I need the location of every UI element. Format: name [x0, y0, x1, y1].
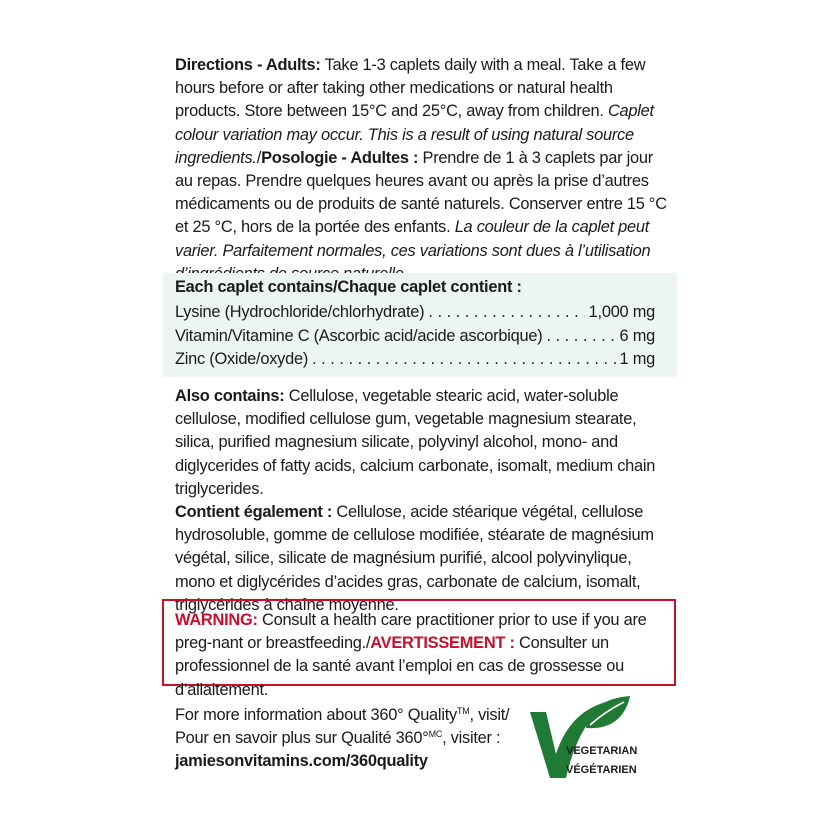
- composition-panel: [163, 273, 677, 377]
- leader-dots: [546, 327, 615, 346]
- warning-fr-heading: AVERTISSEMENT :: [370, 634, 515, 653]
- vegetarian-label-fr: VÉGÉTARIEN: [566, 764, 637, 776]
- also-contains-en-heading: Also contains:: [175, 387, 285, 405]
- warning-en-heading: WARNING:: [175, 611, 258, 629]
- directions-en-text: Take 1-3 caplets daily with a meal. Take a few hours before or after taking other medications or natural health products. Store between 15°C and 25°C, away from children.: [175, 56, 646, 121]
- directions-paragraph: [175, 54, 675, 286]
- directions-en-heading: Directions - Adults:: [175, 56, 321, 74]
- other-ingredients: [175, 385, 675, 617]
- quality-url-link[interactable]: jamiesonvitamins.com/360quality: [175, 752, 428, 771]
- vegetarian-logo: [526, 694, 656, 784]
- also-contains-fr-text: Cellulose, acide stéarique végétal, cellulose hydrosoluble, gomme de cellulose modifiée, stéarate de magnésium végétal, silice, silicate de magnésium purifié, alcool polyvinylique, mono et diglycérides d’acides gras, carbonate de calcium, isomalt, triglycérides à chaîne moyenne.: [175, 503, 654, 614]
- warning-separator: /: [365, 634, 371, 653]
- vegetarian-label-en: VEGETARIAN: [566, 745, 638, 757]
- ingredient-amount: 6 mg: [619, 327, 655, 345]
- ingredient-name: Lysine (Hydrochloride/chlorhydrate): [175, 303, 425, 321]
- ingredient-row: [175, 350, 655, 369]
- also-contains-fr-heading: Contient également :: [175, 503, 333, 522]
- ingredient-amount: 1 mg: [619, 350, 655, 368]
- warning-fr-text: Consulter un professionnel de la santé avant l’emploi en cas de grossesse ou d’allaitement.: [175, 634, 624, 699]
- ingredient-row: [175, 303, 655, 322]
- info-line1-b: , visit/: [469, 706, 510, 724]
- composition-heading: Each caplet contains/Chaque caplet contient :: [175, 278, 522, 296]
- ingredient-row: [175, 327, 655, 346]
- leader-dots: [312, 350, 616, 369]
- directions-fr-note: La couleur de la caplet peut varier. Parfaitement normales, ces variations sont dues à l’utilisation: [175, 218, 651, 260]
- directions-fr-heading: Posologie - Adultes :: [261, 148, 419, 167]
- also-contains-en: [175, 385, 675, 501]
- marque-sup: MC: [428, 729, 443, 740]
- info-line2-a: Pour en savoir plus sur Qualité 360°: [175, 729, 429, 748]
- directions-fr-text: Prendre de 1 à 3 caplets par jour au repas. Prendre quelques heures avant ou après la prise d’autres médicaments ou de produits de santé naturels. Conserver entre 15 °C et 25 °C, hors de la portée des enfants.: [175, 148, 667, 237]
- info-line1-a: For more information about 360° Quality: [175, 706, 457, 724]
- warning-box: [162, 599, 676, 699]
- info-line2-b: , visiter :: [442, 729, 501, 748]
- directions-separator: /: [256, 148, 262, 167]
- ingredient-amount: 1,000 mg: [588, 303, 655, 321]
- also-contains-en-text: Cellulose, vegetable stearic acid, water-soluble cellulose, modified cellulose gum, vegetable magnesium stearate, silica, purified magnesium silicate, polyvinyl alcohol, mono- and diglycerides of fatty acids, calcium carbonate, isomalt, medium chain triglycerides.: [175, 387, 656, 498]
- trademark-sup: TM: [456, 706, 470, 716]
- directions-en-note: Caplet colour variation may occur. This is a result of using natural source ingredients.: [175, 102, 654, 167]
- ingredient-name: Zinc (Oxide/oxyde): [175, 350, 309, 368]
- warning-en-text: Consult a health care practitioner prior to use if you are preg-nant or breastfeeding.: [175, 611, 647, 653]
- leader-dots: [428, 303, 584, 322]
- quality-info: [175, 704, 515, 774]
- ingredient-name: Vitamin/Vitamine C (Ascorbic acid/acide ascorbique): [175, 327, 543, 345]
- warning-text: [175, 609, 667, 702]
